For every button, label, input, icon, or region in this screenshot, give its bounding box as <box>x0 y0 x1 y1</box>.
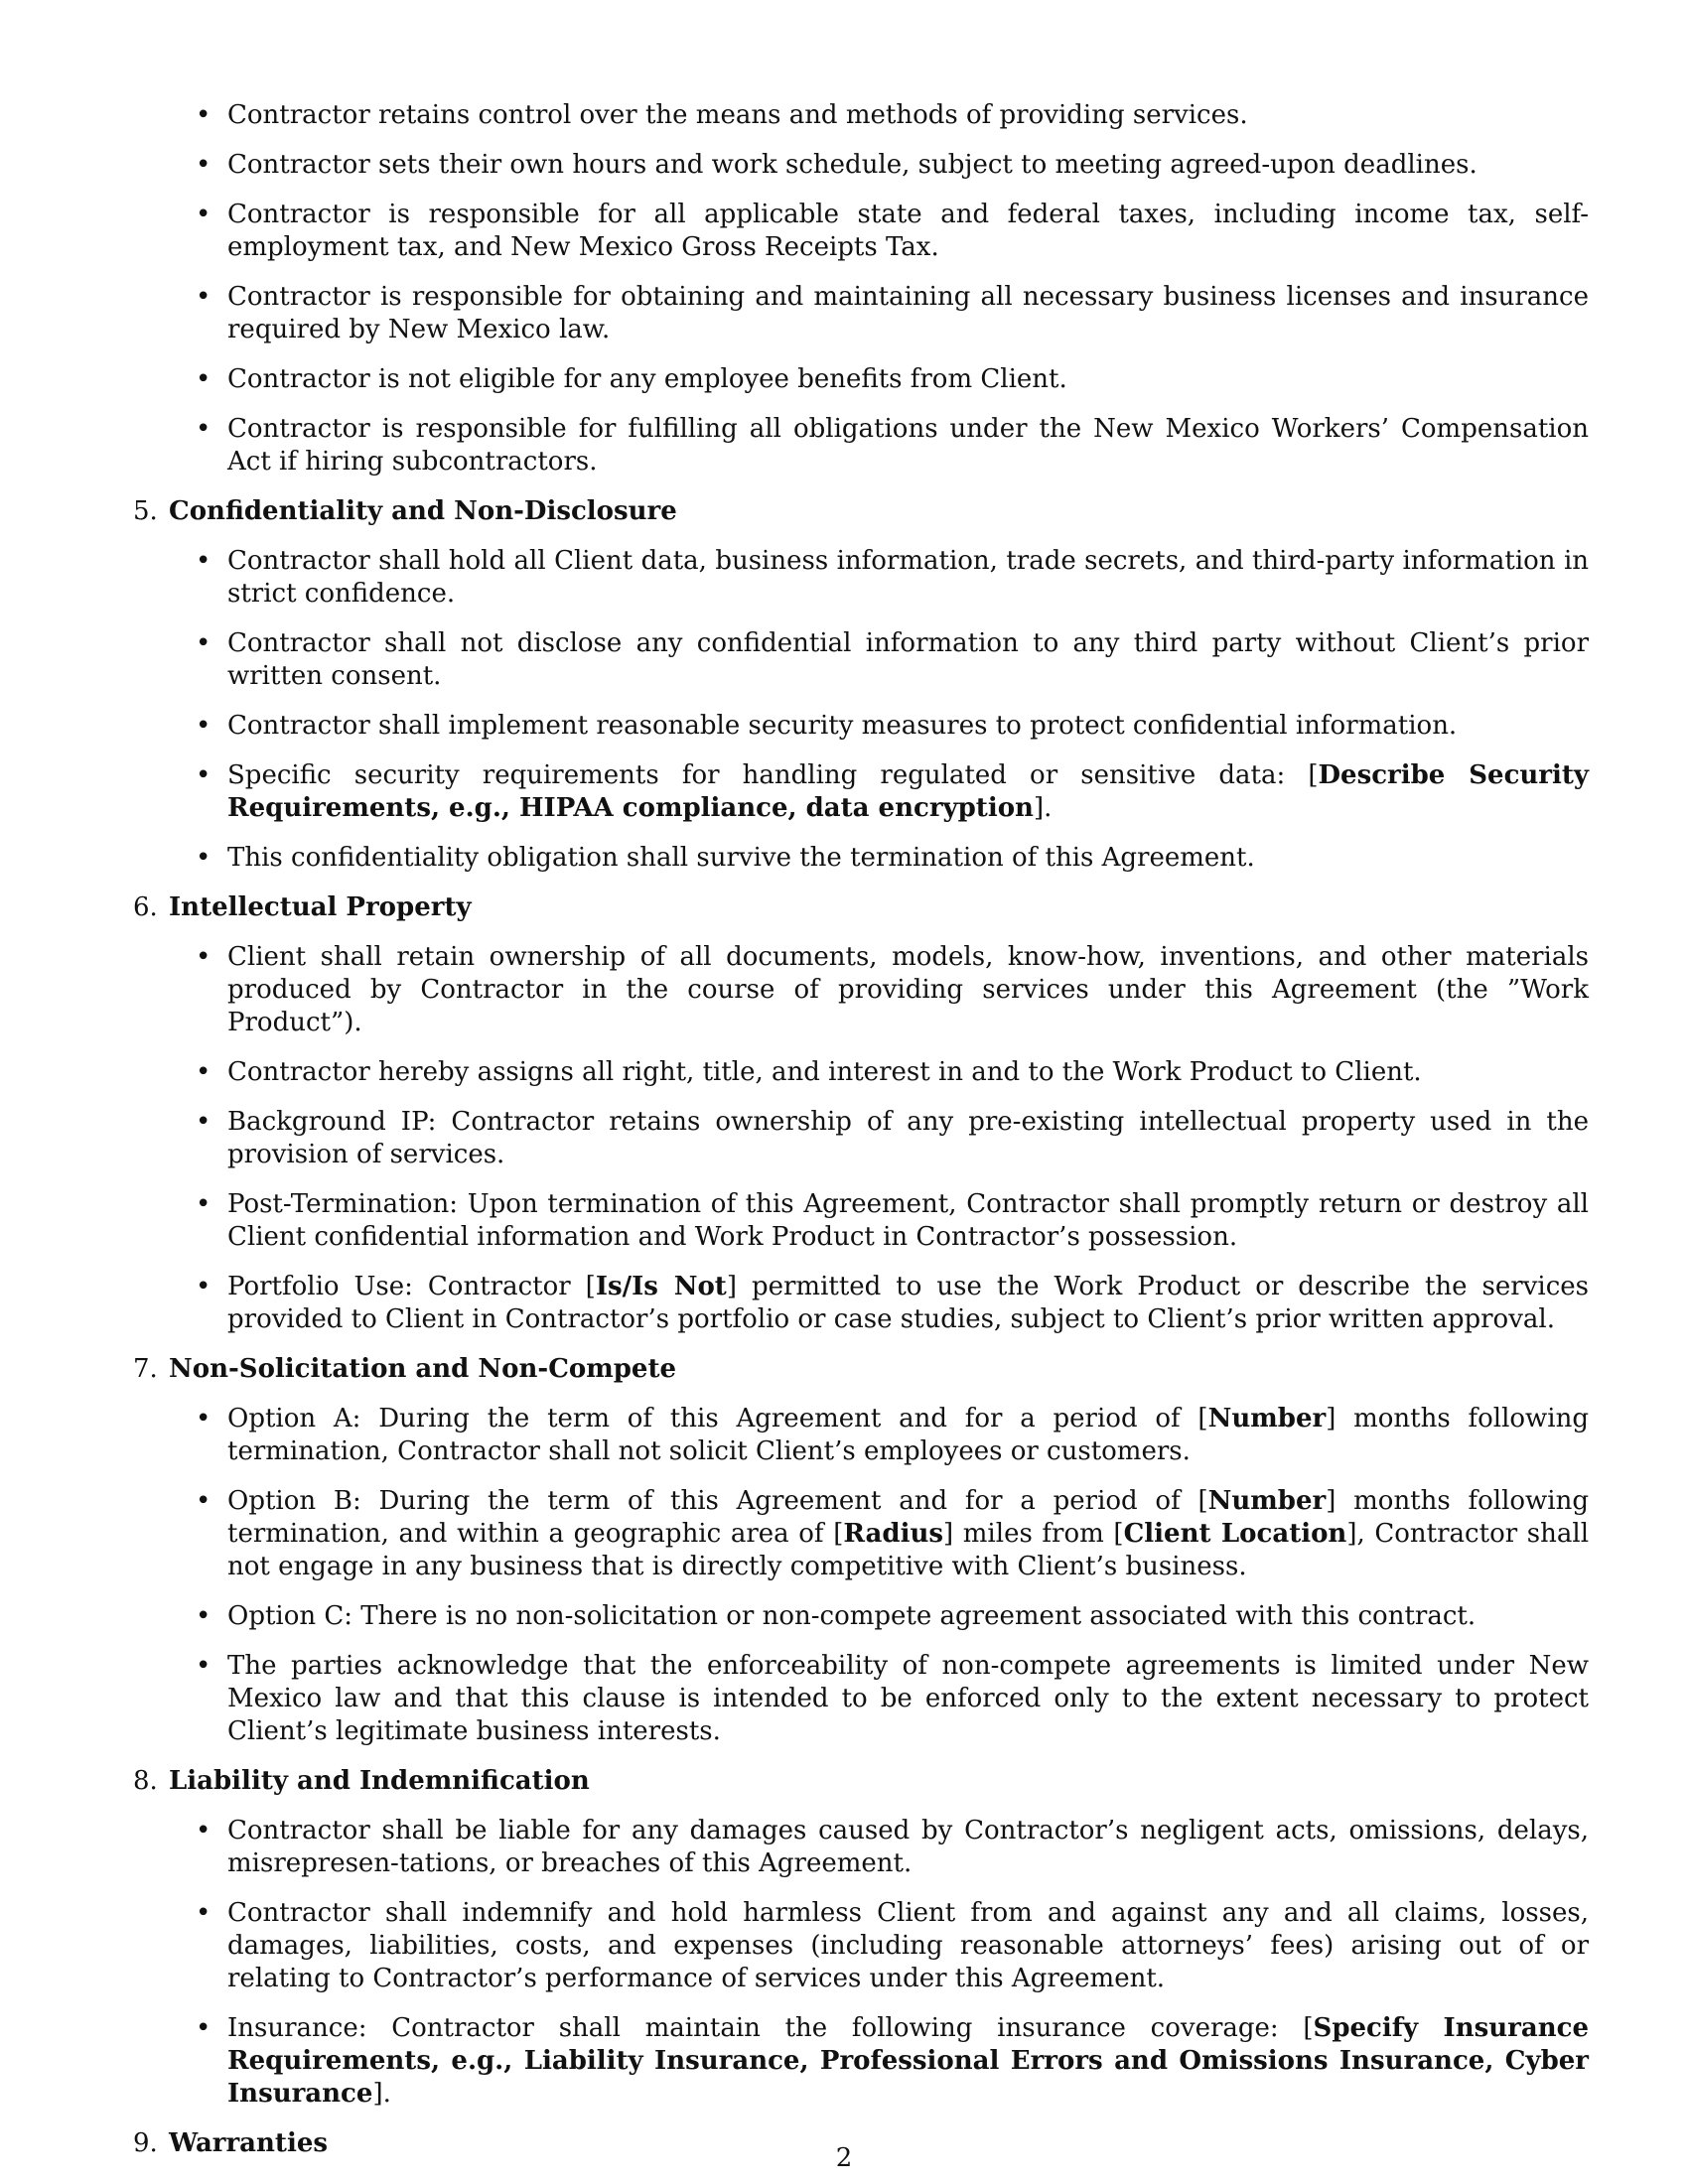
page-number: 2 <box>835 2143 853 2173</box>
list-item <box>227 2012 1589 2111</box>
list-item: • Contractor retains control over the means and methods of providing services. <box>227 99 1589 132</box>
section-non-solicitation <box>133 1353 1589 1748</box>
placeholder-field: Number <box>1207 1486 1327 1516</box>
list-item: • Contractor shall hold all Client data, business information, trade secrets, and third-party information in strict confidence. <box>227 545 1589 611</box>
section-number: 9. <box>133 2128 158 2158</box>
list-item: • The parties acknowledge that the enforceability of non-compete agreements is limited under New Mexico law and that this clause is intended to be enforced only to the extent necessary to protect Client’s legitimate business interests. <box>227 1650 1589 1748</box>
list-item <box>227 1485 1589 1583</box>
text-span: ] months following termination, Contractor shall not solicit Client’s employees or customers. <box>227 1404 1590 1466</box>
section-number: 7. <box>133 1354 158 1384</box>
section-bullet-list <box>169 545 1589 875</box>
placeholder-field: Number <box>1207 1404 1327 1433</box>
intro-bullet-list <box>133 99 1589 478</box>
text-span: ] months following termination, and within a geographic area of [ <box>227 1486 1589 1549</box>
list-item: • Contractor is not eligible for any employee benefits from Client. <box>227 363 1589 396</box>
section-heading: Confidentiality and Non-Disclosure <box>169 496 677 526</box>
list-item: • Contractor shall indemnify and hold harmless Client from and against any and all claims, losses, damages, liabilities, costs, and expenses (including reasonable attorneys’ fees) arising out of or relating to Contractor’s performance of services under this Agreement. <box>227 1897 1589 1995</box>
list-item: • Client shall retain ownership of all documents, models, know-how, inventions, and other materials produced by Contractor in the course of providing services under this Agreement (the ”Work Product”). <box>227 941 1589 1039</box>
text-span: Insurance: Contractor shall maintain the following insurance coverage: [ <box>227 2013 1314 2043</box>
text-span: Option A: During the term of this Agreement and for a period of [ <box>227 1404 1208 1433</box>
section-heading: Intellectual Property <box>169 892 472 922</box>
document-page <box>133 99 1589 2177</box>
placeholder-field: Client Location <box>1123 1519 1347 1549</box>
list-item <box>227 1403 1589 1468</box>
list-item <box>227 1271 1589 1336</box>
placeholder-field: Specify Insurance Requirements, e.g., Liability Insurance, Professional Errors and Omissions Insurance, Cyber Insurance <box>227 2013 1589 2109</box>
section-liability <box>133 1765 1589 2111</box>
section-intellectual-property <box>133 891 1589 1336</box>
text-span: ] permitted to use the Work Product or describe the services provided to Client in Contractor’s portfolio or case studies, subject to Client’s prior written approval. <box>227 1272 1590 1334</box>
section-heading: Non-Solicitation and Non-Compete <box>169 1354 677 1384</box>
list-item: • Contractor is responsible for all applicable state and federal taxes, including income tax, self-employment tax, and New Mexico Gross Receipts Tax. <box>227 199 1589 264</box>
text-span: Specific security requirements for handling regulated or sensitive data: [ <box>227 760 1319 790</box>
text-span: Option B: During the term of this Agreement and for a period of [ <box>227 1486 1208 1516</box>
list-item: • Option C: There is no non-solicitation or non-compete agreement associated with this contract. <box>227 1600 1589 1633</box>
list-item: • Contractor shall not disclose any confidential information to any third party without Client’s prior written consent. <box>227 627 1589 693</box>
list-item <box>227 759 1589 825</box>
section-heading: Liability and Indemnification <box>169 1766 590 1796</box>
list-item: • Contractor shall be liable for any damages caused by Contractor’s negligent acts, omissions, delays, misrepresen-tations, or breaches of this Agreement. <box>227 1815 1589 1880</box>
text-span: ]. <box>372 2079 391 2109</box>
placeholder-field: Describe Security Requirements, e.g., HIPAA compliance, data encryption <box>227 760 1589 823</box>
section-confidentiality <box>133 495 1589 875</box>
section-heading: Warranties <box>169 2128 328 2158</box>
list-item: • Post-Termination: Upon termination of this Agreement, Contractor shall promptly return or destroy all Client confidential information and Work Product in Contractor’s possession. <box>227 1188 1589 1254</box>
text-span: ] miles from [ <box>943 1519 1124 1549</box>
list-item: • Background IP: Contractor retains ownership of any pre-existing intellectual property used in the provision of services. <box>227 1106 1589 1171</box>
list-item: • Contractor is responsible for fulfilling all obligations under the New Mexico Workers’ Compensation Act if hiring subcontractors. <box>227 413 1589 478</box>
placeholder-field: Radius <box>843 1519 943 1549</box>
section-number: 6. <box>133 892 158 922</box>
list-item: • Contractor is responsible for obtaining and maintaining all necessary business licenses and insurance required by New Mexico law. <box>227 281 1589 346</box>
section-bullet-list <box>169 941 1589 1336</box>
list-item: • Contractor hereby assigns all right, title, and interest in and to the Work Product to Client. <box>227 1056 1589 1089</box>
text-span: Portfolio Use: Contractor [ <box>227 1272 596 1301</box>
section-bullet-list <box>169 1815 1589 2111</box>
list-item: • Contractor shall implement reasonable security measures to protect confidential information. <box>227 710 1589 743</box>
section-number: 5. <box>133 496 158 526</box>
list-item: • Contractor sets their own hours and work schedule, subject to meeting agreed-upon deadlines. <box>227 149 1589 182</box>
section-bullet-list <box>169 1403 1589 1748</box>
list-item: • This confidentiality obligation shall survive the termination of this Agreement. <box>227 842 1589 875</box>
text-span: ], Contractor shall not engage in any business that is directly competitive with Client’s business. <box>227 1519 1590 1581</box>
section-number: 8. <box>133 1766 158 1796</box>
placeholder-field: Is/Is Not <box>595 1272 727 1301</box>
text-span: ]. <box>1033 793 1053 823</box>
